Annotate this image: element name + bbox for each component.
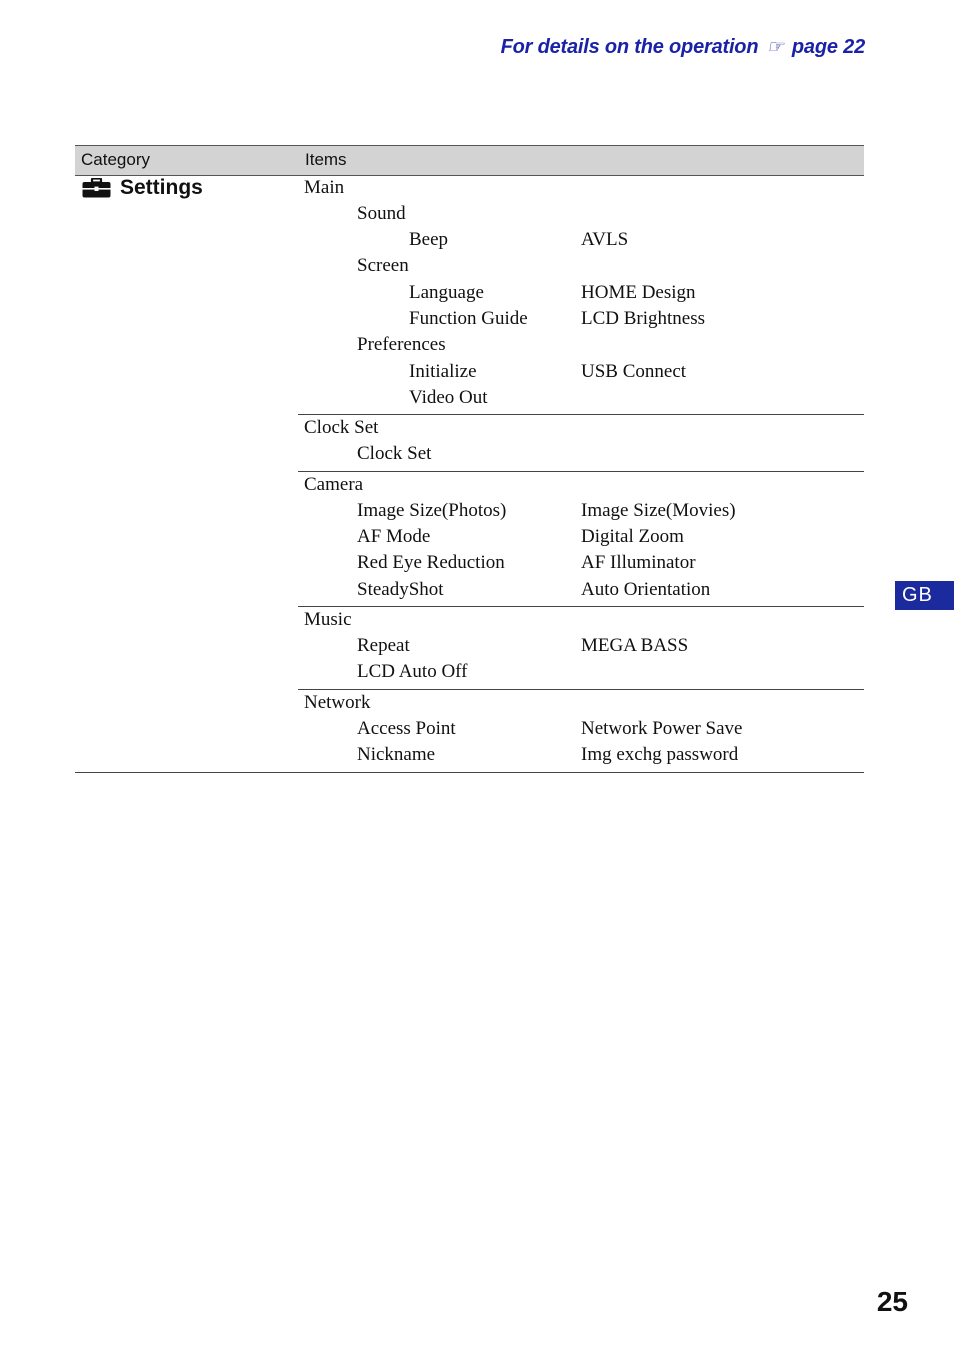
language-tab-gb: GB xyxy=(895,581,954,610)
page-number: 25 xyxy=(876,1286,908,1317)
column-header-category: Category xyxy=(81,150,150,169)
subgroup-title-preferences: Preferences xyxy=(357,334,446,355)
item-clock-set: Clock Set xyxy=(357,443,432,464)
group-title-clock-set: Clock Set xyxy=(304,417,379,438)
item-img-exchg-password: Img exchg password xyxy=(581,744,739,765)
item-auto-orientation: Auto Orientation xyxy=(581,579,711,600)
item-access-point: Access Point xyxy=(357,718,456,739)
toolbox-icon xyxy=(82,178,111,198)
item-usb-connect: USB Connect xyxy=(581,361,687,382)
item-repeat: Repeat xyxy=(357,635,410,656)
item-language: Language xyxy=(409,282,484,303)
group-divider xyxy=(298,414,864,415)
group-divider xyxy=(298,606,864,607)
group-divider xyxy=(298,471,864,472)
pointing-hand-icon: ☞ xyxy=(766,37,784,58)
item-network-power-save: Network Power Save xyxy=(581,718,743,739)
item-lcd-brightness: LCD Brightness xyxy=(581,308,706,329)
item-avls: AVLS xyxy=(581,229,629,250)
item-function-guide: Function Guide xyxy=(409,308,528,329)
item-lcd-auto-off: LCD Auto Off xyxy=(357,661,468,682)
column-header-items: Items xyxy=(305,150,347,169)
group-title-camera: Camera xyxy=(304,474,364,495)
category-settings xyxy=(82,175,203,201)
item-digital-zoom: Digital Zoom xyxy=(581,526,684,547)
reference-text: For details on the operation xyxy=(500,36,759,58)
subgroup-title-screen: Screen xyxy=(357,255,409,276)
item-nickname: Nickname xyxy=(357,744,436,765)
item-image-size-movies: Image Size(Movies) xyxy=(581,500,736,521)
operation-reference xyxy=(501,36,865,59)
group-title-music: Music xyxy=(304,609,352,630)
group-title-network: Network xyxy=(304,692,371,713)
item-image-size-photos: Image Size(Photos) xyxy=(357,500,507,521)
item-home-design: HOME Design xyxy=(581,282,696,303)
item-af-illuminator: AF Illuminator xyxy=(581,552,696,573)
group-divider xyxy=(298,689,864,690)
item-red-eye-reduction: Red Eye Reduction xyxy=(357,552,505,573)
subgroup-title-sound: Sound xyxy=(357,203,406,224)
table-header xyxy=(75,145,864,176)
item-steadyshot: SteadyShot xyxy=(357,579,444,600)
item-initialize: Initialize xyxy=(409,361,477,382)
category-label: Settings xyxy=(120,176,203,199)
item-beep: Beep xyxy=(409,229,449,250)
reference-page-link[interactable]: page 22 xyxy=(791,36,865,58)
table-bottom-rule xyxy=(75,772,864,773)
item-video-out: Video Out xyxy=(409,387,488,408)
item-mega-bass: MEGA BASS xyxy=(581,635,689,656)
group-title-main: Main xyxy=(304,177,345,198)
item-af-mode: AF Mode xyxy=(357,526,431,547)
